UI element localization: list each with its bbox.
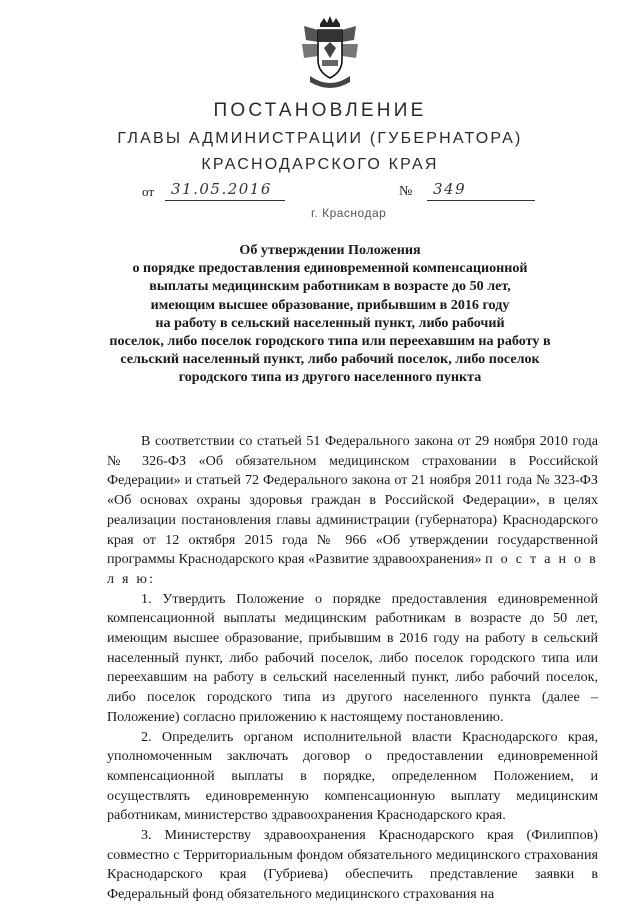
issuer-line-2: КРАСНОДАРСКОГО КРАЯ (201, 156, 439, 173)
date-field (165, 180, 285, 201)
number-field (427, 180, 535, 201)
date-label: от (142, 184, 155, 199)
document-type-heading: ПОСТАНОВЛЕНИЕ (213, 100, 427, 121)
preamble-text: В соответствии со статьей 51 Федерального закона от 29 ноября 2010 года № 326-ФЗ «Об обязательном медицинском страховании в Российской Федерации» и статьей 72 Федерального закона от 21 ноября 2011 года № 323-ФЗ «Об основах охраны здоровья граждан в Российской Федерации», в целях реализации постановления главы администрации (губернатора) Краснодарского края от 12 октября 2015 года № 966 «Об утверждении государственной программы Краснодарского края «Развитие здравоохранения» (107, 433, 598, 568)
item-3-paragraph: 3. Министерству здравоохранения Краснодарского края (Филиппов) совместно с Территориальным фондом обязательного медицинского страхования Краснодарского края (Губриева) обеспечить представление заявки в Федеральный фонд обязательного медицинского страхования на (107, 827, 598, 903)
date-value: 31.05.2016 (171, 180, 272, 198)
number-value: 349 (433, 180, 467, 198)
item-2-paragraph: 2. Определить органом исполнительной власти Краснодарского края, уполномоченным заключать договор о предоставлении единовременной компенсационной выплаты в порядке, определенном Положением, и осуществлять единовременную компенсационную выплату медицинским работникам, министерство здравоохранения Краснодарского края. (107, 728, 598, 824)
document-title (100, 241, 560, 387)
title-line: выплаты медицинским работникам в возрасте до 50 лет, (149, 278, 511, 295)
preamble-paragraph (107, 432, 598, 590)
number-label: № (399, 184, 413, 199)
city-label: г. Краснодар (311, 206, 387, 220)
document-body (107, 432, 598, 905)
title-line: на работу в сельский населенный пункт, либо рабочий (155, 314, 505, 331)
title-line: Об утверждении Положения (239, 242, 421, 258)
title-line: сельский населенный пункт, либо рабочий поселок, либо поселок (120, 351, 540, 368)
title-line: поселок, либо поселок городского типа или переехавшим на работу в (109, 333, 551, 350)
item-1-paragraph: 1. Утвердить Положение о порядке предоставления единовременной компенсационной выплаты медицинским работникам в возрасте до 50 лет, имеющим высшее образование, прибывшим в 2016 году на работу в сельский населенный пункт, либо рабочий поселок, либо поселок городского типа или переехавшим на работу в сельский населенный пункт, либо рабочий поселок, либо поселок городского типа из другого населенного пункта (далее – Положение) согласно приложению к настоящему постановлению. (107, 590, 598, 725)
title-line: городского типа из другого населенного пункта (178, 369, 482, 386)
title-line: о порядке предоставления единовременной компенсационной (132, 260, 528, 277)
title-line: имеющим высшее образование, прибывшим в 2016 году (150, 296, 510, 313)
issuer-line-1: ГЛАВЫ АДМИНИСТРАЦИИ (ГУБЕРНАТОРА) (117, 130, 523, 147)
decree-word: п о с т а н о в л я ю: (107, 551, 598, 587)
coat-of-arms-icon (298, 14, 362, 92)
